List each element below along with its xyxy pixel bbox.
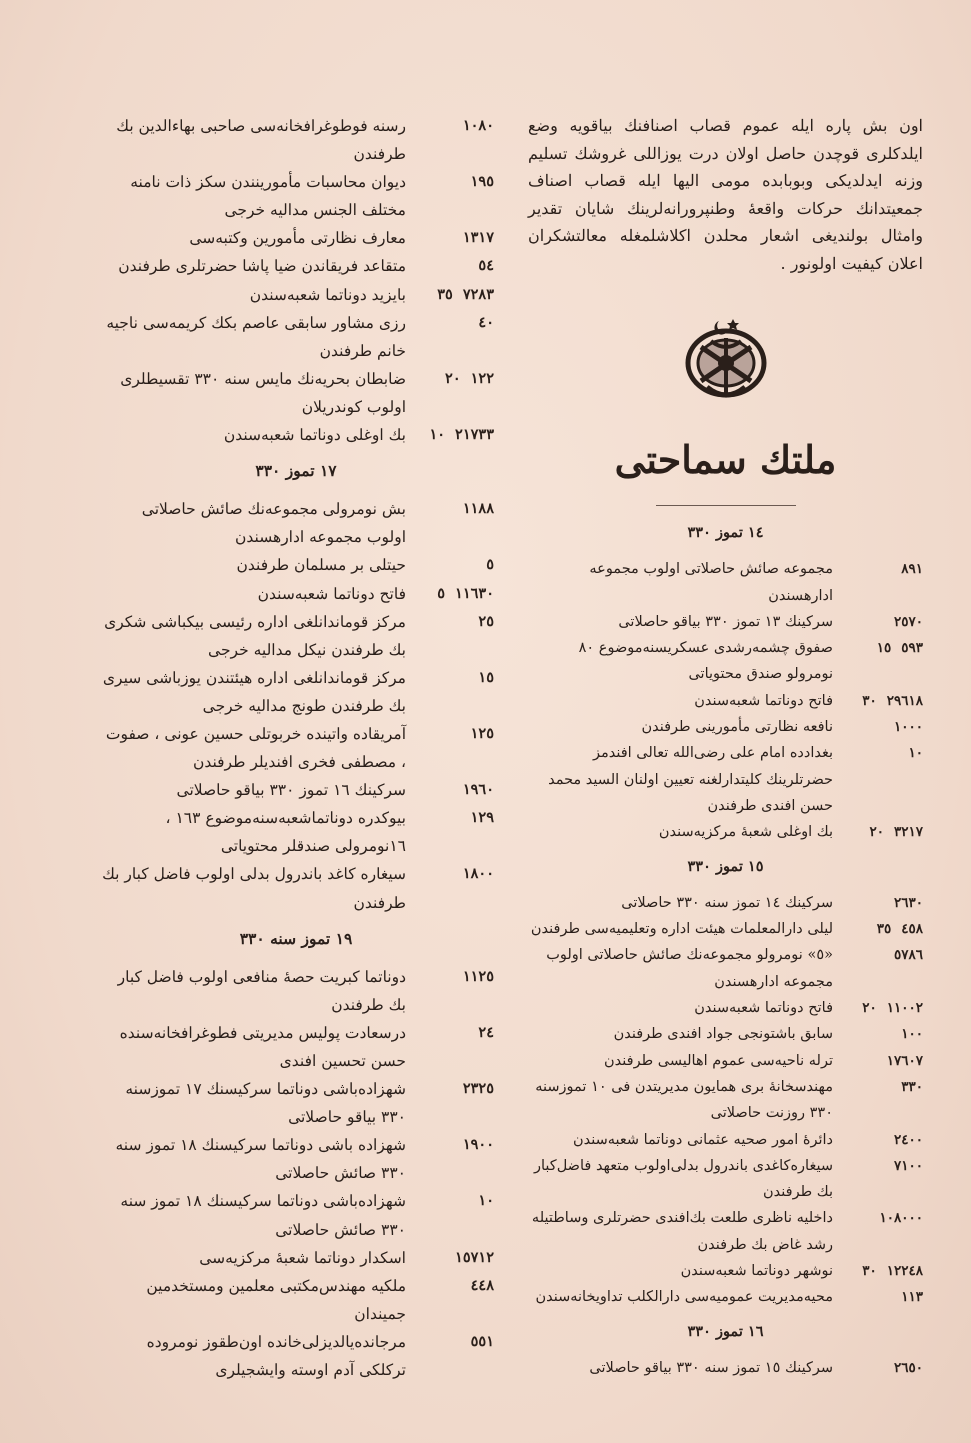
date-heading: ١٥ تموز ٣٣٠	[687, 857, 764, 875]
amount	[843, 556, 923, 582]
amount-fraction	[869, 1284, 891, 1310]
amount-fraction	[431, 776, 453, 804]
amount-fraction	[454, 551, 476, 579]
donation-entry	[528, 819, 923, 845]
donor-description: معارف نظارتی مأمورين وكتبه‌سی	[189, 229, 406, 248]
donor-description: مركز قوماندانلغی اداره رئيسی بيكباشی شكری بك طرفندن نيكل مداليه خرجی	[104, 612, 406, 659]
amount-fraction	[423, 1244, 445, 1272]
amount-fraction	[431, 1075, 453, 1103]
amount-fraction: ٣٥	[437, 285, 453, 303]
donation-entry	[98, 551, 494, 579]
amount	[416, 551, 494, 579]
donor-description: رسنه فوطوغرافخانه‌سی صاحبی بهاءالدين بك طرفندن	[116, 117, 406, 164]
amount-value: ١٠	[908, 745, 923, 762]
amount-value: ١٩٥	[470, 173, 494, 191]
amount	[416, 720, 494, 748]
amount-fraction	[862, 942, 884, 968]
amount-fraction	[862, 890, 884, 916]
donation-entry	[528, 995, 923, 1021]
donation-entry	[528, 635, 923, 688]
donation-entry	[98, 421, 494, 449]
amount-value: ١٩٦٠	[462, 781, 494, 799]
amount-value: ٢١٧٣٣	[455, 426, 494, 444]
donation-entry	[98, 804, 494, 860]
amount-fraction	[439, 168, 461, 196]
amount	[843, 995, 923, 1021]
amount	[416, 1075, 494, 1103]
divider	[656, 505, 796, 506]
amount-fraction: ١٥	[876, 640, 892, 657]
amount-fraction: ١٠	[429, 426, 446, 444]
amount-value: ١٥٧١٢	[455, 1248, 494, 1266]
amount-value: ١٢٢٤٨	[886, 1263, 923, 1280]
amount-fraction	[869, 1074, 891, 1100]
donation-entry	[98, 776, 494, 804]
donor-description: آمريقاده واتينده خربوتلی حسين عونی ، صفوت ، مصطفی فخری افنديلر طرفندن	[105, 724, 406, 772]
amount	[416, 421, 494, 449]
date-heading: ١٦ تموز ٣٣٠	[687, 1322, 764, 1340]
amount-value: ١١٦٣٠	[455, 584, 494, 602]
donation-entry	[528, 688, 923, 714]
amount	[843, 1074, 923, 1100]
amount	[416, 1272, 494, 1300]
amount-fraction	[439, 1328, 461, 1356]
amount	[416, 776, 494, 804]
donation-entry	[528, 1284, 923, 1310]
amount	[416, 963, 494, 991]
amount-fraction	[431, 224, 453, 252]
amount-value: ١٩٠٠	[462, 1136, 494, 1154]
donation-entry	[98, 580, 494, 608]
donor-description: صفوق چشمه‌رشدی عسكريسنه‌موضوع ٨٠ نومرولو صندق محتوياتی	[578, 640, 833, 683]
donation-entry	[98, 495, 494, 551]
donor-description: سركينك ١٦ تموز ٣٣٠ بياقو حاصلاتی	[176, 781, 406, 800]
amount-value: ٤٥٨	[901, 921, 923, 938]
donor-description: دائرهٔ امور صحيه عثمانی دوناتما شعبه‌سندن	[572, 1131, 833, 1148]
donor-description: بك اوغلی دوناتما شعبه‌سندن	[223, 426, 406, 445]
amount	[843, 740, 923, 766]
left-column	[98, 112, 494, 1384]
amount	[416, 1187, 494, 1215]
amount-fraction	[847, 1205, 869, 1231]
amount-fraction	[439, 720, 461, 748]
donation-entry	[98, 168, 494, 224]
amount	[843, 1127, 923, 1153]
amount-value: ٢٤	[478, 1023, 494, 1041]
amount-value: ٢٩٦١٨	[886, 692, 923, 709]
donor-description: داخليه ناظری طلعت بك‌افندی حضرتلری وساطتيله رشد غاض بك طرفندن	[531, 1210, 833, 1253]
amount	[416, 365, 494, 393]
donor-description: فاتح دوناتما شعبه‌سندن	[257, 584, 406, 603]
donor-description: شهزاده‌باشی دوناتما سركيسنك ١٧ تموزسنه ٣٣٠ بياقو حاصلاتی	[125, 1080, 406, 1127]
amount	[843, 714, 923, 740]
amount-fraction	[862, 1127, 884, 1153]
amount-fraction	[862, 1355, 884, 1381]
amount	[416, 168, 494, 196]
amount	[843, 1205, 923, 1231]
amount	[416, 252, 494, 280]
donor-description: بك اوغلی شعبهٔ مركزيه‌سندن	[658, 824, 833, 841]
donor-description: دوناتما كبريت حصهٔ منافعی اولوب فاضل كبار بك طرفندن	[117, 967, 406, 1014]
donation-entry	[528, 740, 923, 819]
amount-fraction: ٢٠	[862, 1000, 877, 1017]
amount-value: ٣٣٠	[901, 1078, 923, 1095]
donation-entry	[528, 1048, 923, 1074]
section-title: ملتك سماحتی	[614, 437, 837, 482]
donation-entry	[528, 714, 923, 740]
left-donation-list	[98, 112, 494, 1384]
amount-fraction	[446, 664, 468, 692]
amount-value: ١٣١٧	[462, 229, 494, 247]
donor-description: رزی مشاور سابقی عاصم بكك كريمه‌سی ناجيه خانم طرفندن	[106, 313, 406, 360]
amount	[843, 890, 923, 916]
amount-fraction: ٣٠	[862, 1263, 877, 1280]
donor-description: مركز قوماندانلغی اداره هيئتندن يوزباشی سيری بك طرفندن طونج مداليه خرجی	[102, 668, 406, 715]
amount-fraction	[876, 740, 898, 766]
amount	[843, 635, 923, 661]
donation-entry	[528, 1205, 923, 1258]
amount-value: ٥٥١	[470, 1332, 494, 1350]
amount-fraction	[446, 1187, 468, 1215]
donation-entry	[528, 1153, 923, 1206]
amount	[843, 609, 923, 635]
amount-value: ٧١٠٠	[893, 1157, 923, 1174]
donation-entry	[528, 1258, 923, 1284]
amount-value: ٥٧٨٦	[893, 947, 923, 964]
amount-fraction	[869, 1021, 891, 1047]
donation-entry	[528, 1355, 923, 1381]
amount-value: ٢٥٧٠	[893, 613, 923, 630]
amount-value: ٨٩١	[901, 561, 923, 578]
amount-value: ٢٦٥٠	[893, 1359, 923, 1376]
donor-description: فاتح دوناتما شعبه‌سندن	[694, 692, 833, 709]
donor-description: نوشهر دوناتما شعبه‌سندن	[680, 1263, 833, 1280]
amount	[843, 1048, 923, 1074]
donation-entry	[98, 1019, 494, 1075]
amount-value: ١١٨٨	[462, 500, 494, 518]
amount-fraction	[446, 608, 468, 636]
amount-value: ٥٤	[478, 257, 494, 275]
amount-fraction	[862, 1153, 884, 1179]
amount	[843, 688, 923, 714]
donor-description: بيوكدره دوناتماشعبه‌سنه‌موضوع ١٦٣ ، ١٦نومرولی صندقلر محتوياتی	[165, 809, 406, 856]
donor-description: نافعه نظارتی مأمورينی طرفندن	[641, 719, 833, 736]
amount-value: ١٧٦٠٧	[886, 1052, 923, 1069]
date-heading: ١٧ تموز ٣٣٠	[255, 461, 337, 481]
donor-description: مجموعه صائش حاصلاتی اولوب مجموعه ادارهسندن	[589, 561, 833, 604]
intro-paragraph: اون بش پاره ايله عموم قصاب اصنافنك بياقويه وضع ايلدكلری قوچدن حاصل اولان درت يوزاللی غروشك تسليم وزنه ايدلديكی وبوبابده مومی اليها ايله قصاب اصناف جمعيتدانك حركات واقعهٔ وطنپرورانه‌لرينك شايان تقدير وامثال بولنديغی اشعار محلدن اكلاشلمغله معالتشكران اعلان كيفيت اولونور .	[528, 116, 923, 273]
amount-value: ١٨٠٠	[462, 865, 494, 883]
amount-fraction	[446, 252, 468, 280]
donor-description: اسكدار دوناتما شعبهٔ مركزيه‌سی	[199, 1248, 406, 1267]
amount-fraction	[439, 1272, 461, 1300]
amount	[843, 1284, 923, 1310]
amount-fraction	[869, 556, 891, 582]
amount	[843, 1355, 923, 1381]
amount-fraction	[855, 1048, 877, 1074]
amount	[843, 1258, 923, 1284]
amount-value: ٢٦٣٠	[893, 894, 923, 911]
right-column	[528, 112, 923, 1381]
amount-value: ٢٤٠٠	[893, 1131, 923, 1148]
donation-entry	[98, 1075, 494, 1131]
donation-entry	[98, 1272, 494, 1328]
amount-value: ٤٤٨	[470, 1276, 494, 1294]
amount-value: ٣٢١٧	[893, 824, 923, 841]
donor-description: ضابطان بحريه‌نك مايس سنه ٣٣٠ تقسيطلری اولوب كوندريلان	[120, 369, 406, 416]
amount	[843, 819, 923, 845]
amount-value: ١١٢٥	[462, 967, 494, 985]
amount-fraction	[446, 1019, 468, 1047]
amount-value: ٧٢٨٣	[462, 285, 494, 303]
donor-description: سيغاره‌كاغدی باندرول بدلی‌اولوب متعهد فاضل‌كبار بك طرفندن	[534, 1157, 833, 1201]
amount-fraction	[439, 804, 461, 832]
donation-entry	[528, 1127, 923, 1153]
donor-description: شهزاده باشی دوناتما سركيسنك ١٨ تموز سنه ٣٣٠ صائش حاصلاتی	[115, 1136, 406, 1183]
amount-fraction	[431, 1131, 453, 1159]
amount	[416, 804, 494, 832]
donation-entry	[98, 664, 494, 720]
amount-fraction	[431, 860, 453, 888]
amount	[416, 664, 494, 692]
amount	[416, 281, 494, 309]
amount-value: ١٢٩	[470, 809, 494, 827]
donor-description: سركينك ١٣ تموز ٣٣٠ بياقو حاصلاتی	[618, 613, 833, 630]
amount	[416, 1131, 494, 1159]
amount	[416, 1244, 494, 1272]
donor-description: فاتح دوناتما شعبه‌سندن	[694, 1000, 833, 1017]
donor-description: ترله ناحيه‌سی عموم اهاليسی طرفندن	[604, 1052, 833, 1069]
navy-emblem-icon	[681, 313, 771, 405]
donor-description: ديوان محاسبات مأمورينندن سكز ذات نامنه مختلف الجنس مداليه خرجی	[130, 173, 406, 220]
donation-entry	[528, 1021, 923, 1047]
amount-value: ١٠٨٠	[462, 117, 494, 134]
donor-description: محيه‌مديريت عموميه‌سی دارالكلب تداويخانه‌سندن	[535, 1289, 833, 1306]
donor-description: سركينك ١٤ تموز سنه ٣٣٠ حاصلاتی	[621, 894, 833, 911]
donor-description: ملكيه مهندس‌مكتبی معلمين ومستخدمين جميندان	[146, 1276, 406, 1323]
donor-description: «٥» نومرولو مجموعه‌نك صائش حاصلاتی اولوب مجموعه ادارهسندن	[546, 947, 833, 990]
amount-value: ١٥	[478, 668, 494, 686]
amount	[416, 1019, 494, 1047]
amount	[843, 1153, 923, 1179]
amount	[843, 942, 923, 968]
donation-entry	[98, 963, 494, 1019]
amount-fraction	[862, 714, 884, 740]
amount	[416, 580, 494, 608]
amount-value: ١٠٠	[901, 1026, 923, 1043]
amount-value: ١١٣	[901, 1289, 923, 1306]
amount-value: ٥	[486, 556, 494, 574]
amount-fraction: ٣٠	[862, 692, 877, 709]
donor-description: حيتلی بر مسلمان طرفندن	[236, 556, 406, 575]
date-heading: ١٤ تموز ٣٣٠	[687, 524, 764, 541]
amount	[416, 1328, 494, 1356]
amount-fraction	[862, 609, 884, 635]
amount-value: ١١٠٠٢	[886, 1000, 923, 1017]
donation-entry	[528, 556, 923, 609]
amount-fraction: ٣٥	[876, 921, 892, 938]
donation-entry	[528, 916, 923, 942]
donation-entry	[98, 1328, 494, 1384]
donor-description: سابق باشتونجی جواد افندی طرفندن	[613, 1026, 833, 1043]
amount	[416, 495, 494, 523]
amount-value: ٢٥	[478, 612, 494, 630]
amount-value: ٤٠	[478, 313, 494, 331]
donor-description: مهندسخانهٔ بری همايون مديريتدن فی ١٠ تموزسنه ٣٣٠ روزنت حاصلاتی	[535, 1078, 833, 1122]
amount-value: ٢٣٢٥	[462, 1080, 494, 1098]
amount	[416, 309, 494, 337]
donation-entry	[98, 860, 494, 916]
date-heading: ١٩ تموز سنه ٣٣٠	[239, 928, 353, 948]
amount-fraction	[446, 309, 468, 337]
donation-entry	[98, 1187, 494, 1243]
amount	[843, 1021, 923, 1047]
amount-fraction: ٥	[437, 584, 446, 602]
amount-value: ١٢٥	[470, 724, 494, 742]
donor-description: بغدادده امام علی رضی‌الله تعالی افندمز حضرتلرينك كليتدارلغنه تعيين اولنان السيد محمد حسن افندی طرفندن	[548, 745, 833, 814]
donation-entry	[98, 1244, 494, 1272]
right-donation-list	[528, 520, 923, 1381]
donation-entry	[98, 1131, 494, 1187]
donor-description: ليلی دارالمعلمات هيئت اداره وتعليميه‌سی طرفندن	[530, 921, 833, 938]
amount-fraction	[431, 112, 453, 140]
donation-entry	[528, 1074, 923, 1127]
donor-description: بايزيد دوناتما شعبه‌سندن	[249, 285, 406, 304]
donor-description: درسعادت پوليس مديريتی فطوغرافخانه‌سنده حسن تحسين افندی	[119, 1023, 406, 1070]
donor-description: سيغاره كاغد باندرول بدلی اولوب فاضل كبار بك طرفندن	[102, 865, 406, 912]
donor-description: متقاعد فريقاندن ضيا پاشا حضرتلری طرفندن	[118, 257, 406, 276]
amount	[416, 608, 494, 636]
amount	[416, 860, 494, 888]
amount-fraction: ٢٠	[869, 824, 884, 841]
donation-entry	[98, 252, 494, 280]
donation-entry	[98, 608, 494, 664]
amount-fraction	[431, 963, 453, 991]
amount	[416, 112, 494, 140]
donation-entry	[528, 890, 923, 916]
donor-description: شهزاده‌باشی دوناتما سركيسنك ١٨ تموز سنه ٣٣٠ صائش حاصلاتی	[120, 1192, 406, 1239]
donation-entry	[98, 281, 494, 309]
donation-entry	[528, 609, 923, 635]
amount	[843, 916, 923, 942]
amount-value: ١٠	[478, 1192, 494, 1210]
donor-description: مرجانده‌يالديزلی‌خانده اون‌طقوز نومروده تركلكی آدم اوسته وايشجيلری	[146, 1332, 406, 1380]
amount-value: ١٠٨٠٠٠	[879, 1210, 923, 1227]
donor-description: بش نومرولی مجموعه‌نك صائش حاصلاتی اولوب مجموعه ادارهسندن	[141, 500, 406, 547]
amount-value: ٥٩٣	[901, 640, 923, 657]
amount-value: ١٢٢	[470, 369, 494, 387]
donation-entry	[528, 942, 923, 995]
donation-entry	[98, 365, 494, 421]
donation-entry	[98, 309, 494, 365]
donation-entry	[98, 112, 494, 168]
donation-entry	[98, 224, 494, 252]
amount-fraction: ٢٠	[445, 369, 461, 387]
donor-description: سركينك ١٥ تموز سنه ٣٣٠ بياقو حاصلاتی	[589, 1359, 833, 1376]
amount-value: ١٠٠٠	[893, 719, 923, 736]
amount-fraction	[431, 495, 453, 523]
donation-entry	[98, 720, 494, 776]
amount	[416, 224, 494, 252]
